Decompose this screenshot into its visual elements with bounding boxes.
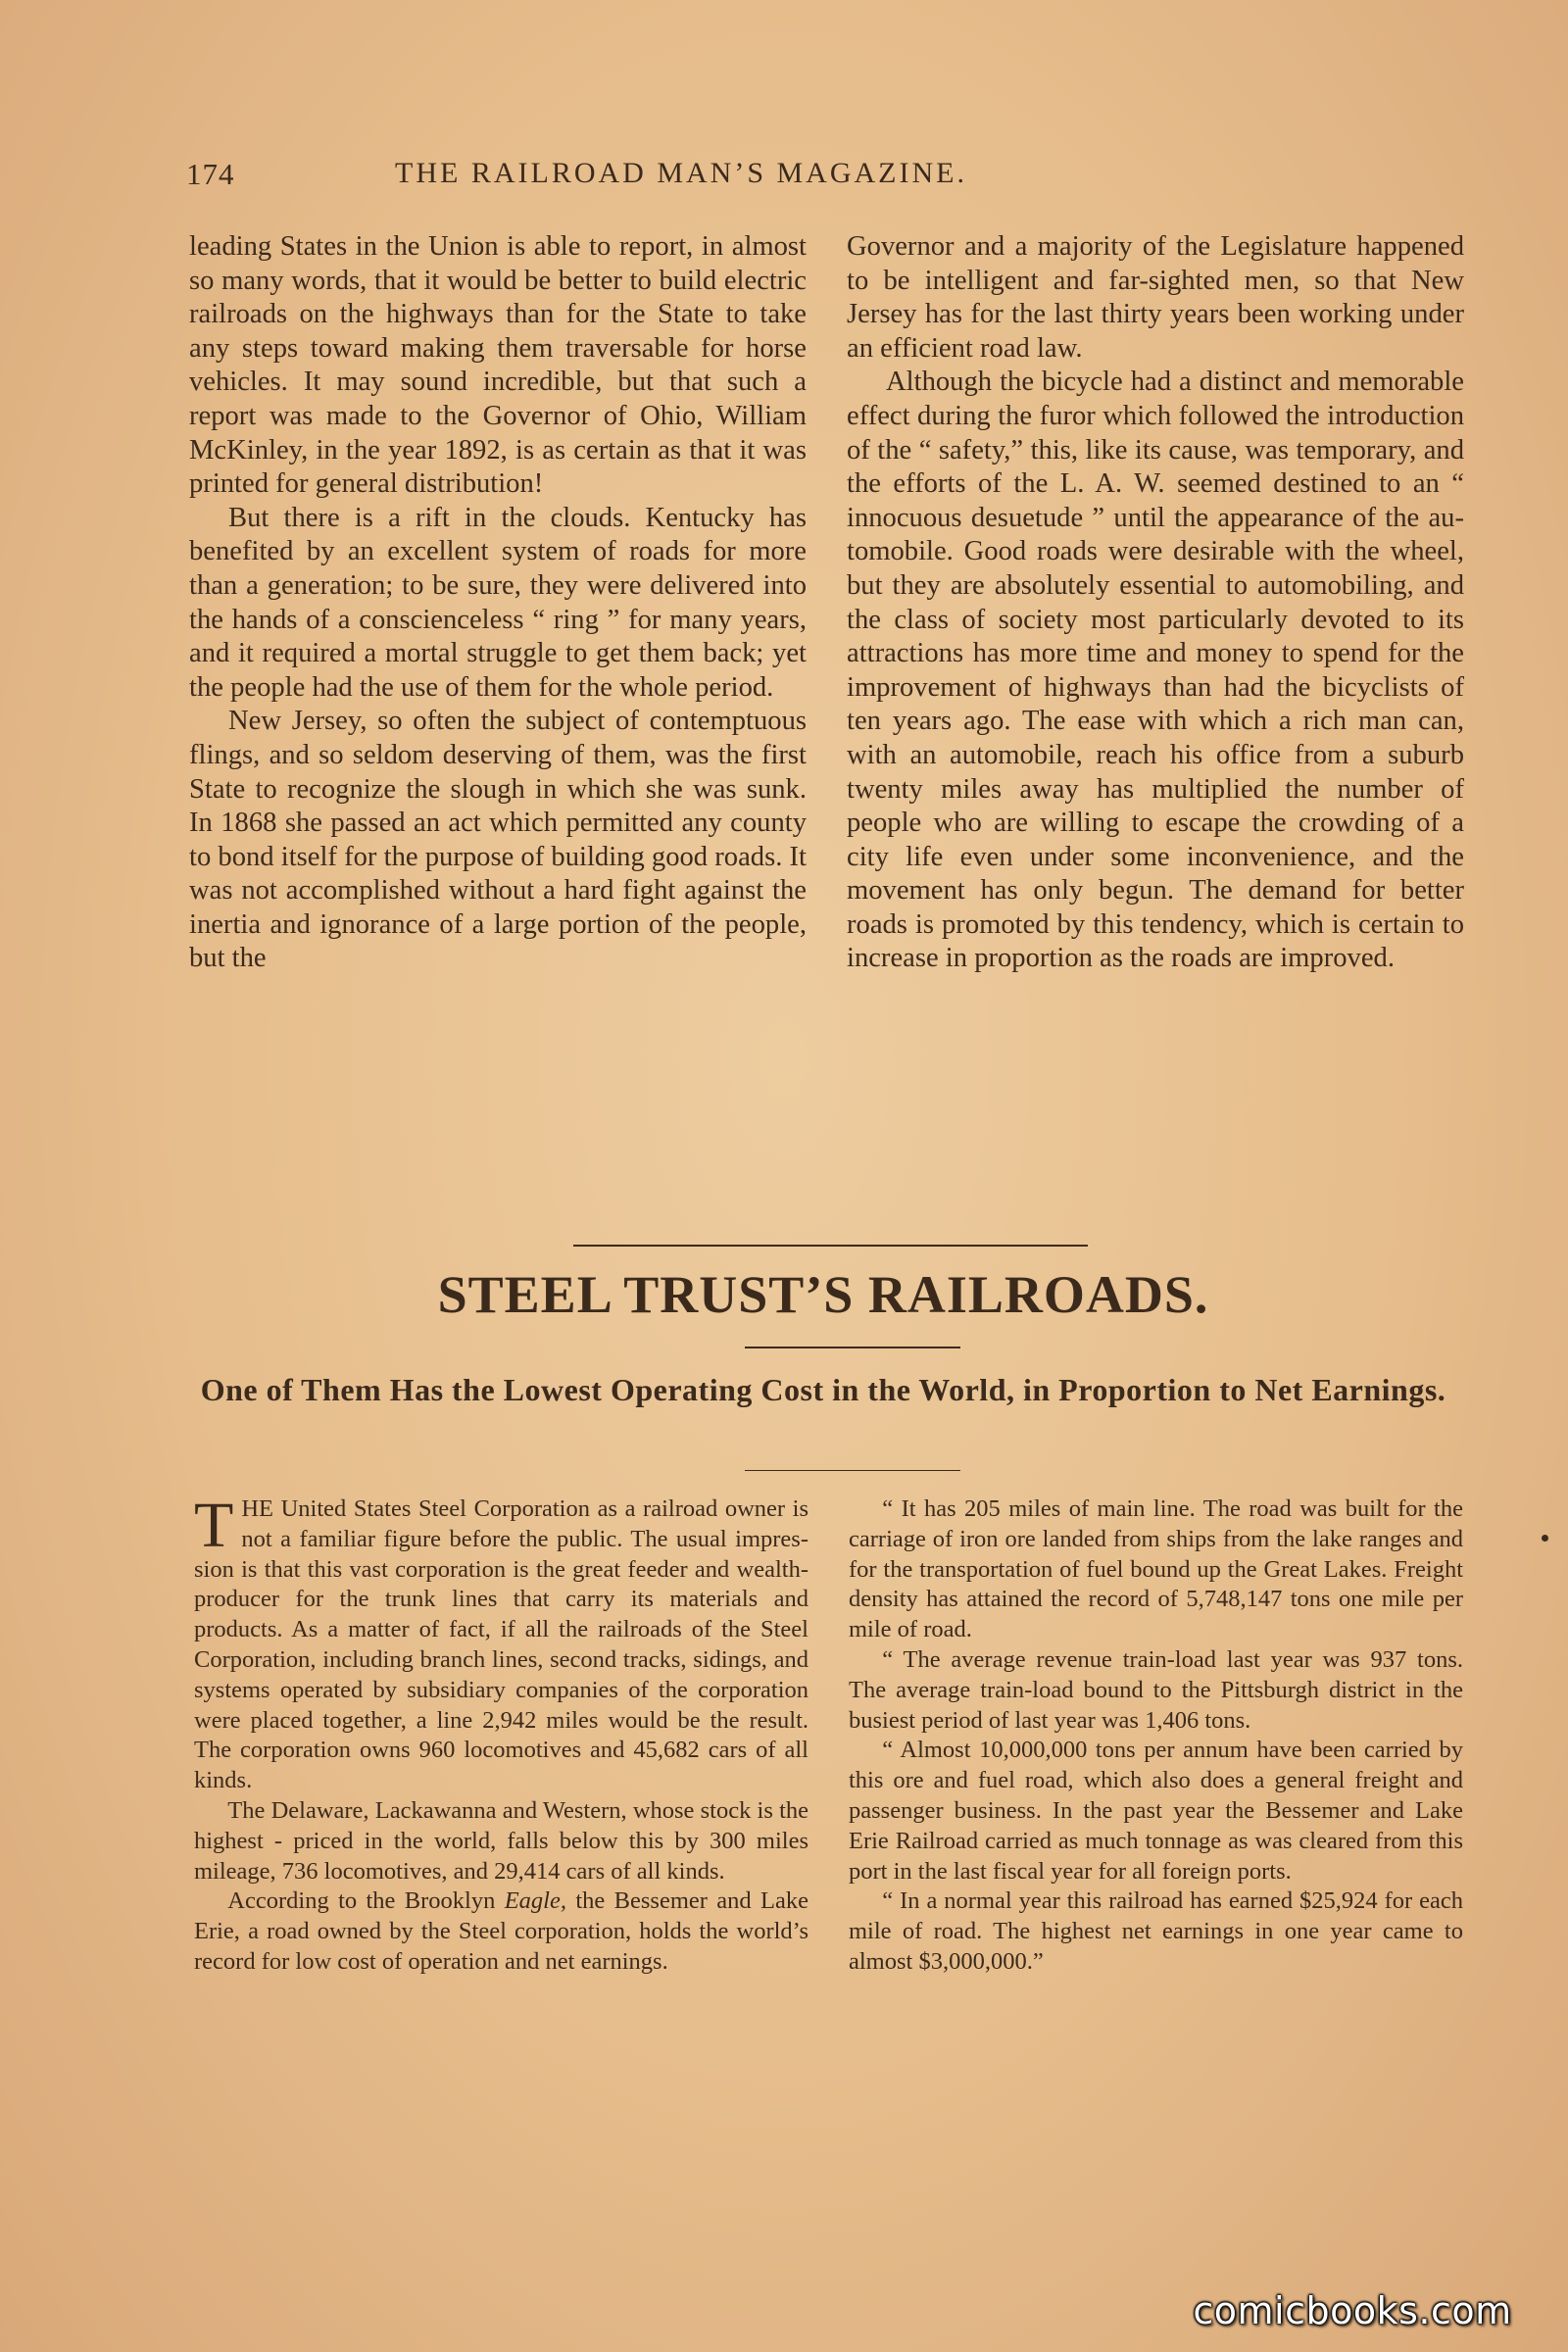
section-divider	[573, 1245, 1088, 1247]
paragraph: The Delaware, Lackawanna and Western, whose stock is the highest - priced in the world, falls below this by 300 miles mileage, 736 locomotives, and 29,414 cars of all kinds.	[194, 1796, 808, 1885]
drop-cap: T	[194, 1490, 234, 1561]
paragraph: New Jersey, so often the subject of contemptuous flings, and so seldom deserving of them, was the first State to recognize the slough in which she was sunk. In 1868 she passed an act which permitted any county to bond itself for the purpose of building good roads. It was not accomplished without a hard fight against the inertia and ignorance of a large portion of the people, but the	[189, 706, 807, 974]
quote-paragraph: “ It has 205 miles of main line. The road was built for the carriage of iron ore landed from ships from the lake ranges and for the transportation of fuel bound up the Great Lakes. Freight density has attained the record of 5,748,147 tons one mile per mile of road.	[849, 1495, 1463, 1643]
title-underline	[745, 1347, 960, 1348]
paragraph: But there is a rift in the clouds. Kentucky has benefited by an excellent system of roads for more than a generation; to be sure, they were delivered into the hands of a conscienceless “ ring ” for many years, and it required a mortal struggle to get them back; yet the people had the use of them for the whole period.	[189, 502, 807, 703]
lead-text: HE United States Steel Corporation as a railroad owner is not a familiar figure before the public. The usual impression is that this vast corporation is the great feeder and wealth-producer for the trunk lines that carry its materials and products. As a matter of fact, if all the railroads of the Steel Corporation, including branch lines, second tracks, sidings, and systems operated by subsidiary companies of the corporation were placed together, a line 2,942 miles would be the result. The corporation owns 960 locomotives and 45,682 cars of all kinds.	[194, 1495, 808, 1794]
paragraph	[194, 1886, 808, 1977]
lead-paragraph	[194, 1490, 808, 1796]
top-left-column	[189, 230, 807, 976]
paragraph: leading States in the Union is able to report, in almost so many words, that it would be better to build electric railroads on the highways than for the State to take any steps toward making them traversable for horse vehicles. It may sound incredible, but that such a report was made to the Governor of Ohio, William McKinley, in the year 1892, is as certain as that it was printed for general distribution!	[189, 231, 807, 500]
newspaper-name: Eagle,	[504, 1887, 566, 1915]
article-title: STEEL TRUST’S RAILROADS.	[437, 1265, 1209, 1324]
top-right-column	[847, 230, 1464, 976]
site-watermark: comicbooks.com	[1193, 2289, 1512, 2332]
page-number: 174	[186, 157, 235, 191]
text-span: the Bessemer and Lake Erie, a road owned by the Steel corporation, holds the world’s record for low cost of operation and net earnings.	[194, 1887, 808, 1975]
subtitle-underline	[745, 1470, 960, 1471]
running-head: THE RAILROAD MAN’S MAGAZINE.	[395, 157, 967, 189]
text-span: According to the Brooklyn	[227, 1887, 505, 1915]
paragraph: Governor and a majority of the Legislature happened to be intelligent and far-sighted men, so that New Jersey has for the last thirty years been working under an efficient road law.	[847, 231, 1464, 364]
article-subtitle: One of Them Has the Lowest Operating Cost in the World, in Proportion to Net Earnings.	[200, 1372, 1446, 1407]
article-right-column	[849, 1494, 1463, 1978]
page-header	[186, 157, 1176, 196]
paragraph: Although the bicycle had a distinct and memorable effect during the furor which followed the introduction of the “ safety,” this, like its cause, was temporary, and the efforts of the L. A. W. seemed destined to an “ innocuous desuetude ” until the appearance of the automobile. Good roads were desirable with the wheel, but they are absolutely essential to automobiling, and the class of society most particularly devoted to its attractions has more time and money to spend for the improvement of highways than had the bicyclists of ten years ago. The ease with which a rich man can, with an automobile, reach his office from a suburb twenty miles away has multiplied the number of people who are willing to escape the crowding of a city life even under some inconvenience, and the movement has only begun. The demand for better roads is promoted by this tendency, which is certain to increase in proportion as the roads are improved.	[847, 367, 1464, 974]
quote-paragraph: “ In a normal year this railroad has earned $25,924 for each mile of road. The highest net earnings in one year came to almost $3,000,000.”	[849, 1887, 1463, 1975]
quote-paragraph: “ Almost 10,000,000 tons per annum have been carried by this ore and fuel road, which also does a general freight and passenger business. In the past year the Bessemer and Lake Erie Railroad carried as much tonnage as was cleared from this port in the last fiscal year for all foreign ports.	[849, 1737, 1463, 1885]
quote-paragraph: “ The average revenue train-load last year was 937 tons. The average train-load bound to the Pittsburgh district in the busiest period of last year was 1,406 tons.	[849, 1645, 1463, 1734]
article-left-column	[194, 1490, 808, 1978]
ink-spot	[1542, 1535, 1548, 1542]
